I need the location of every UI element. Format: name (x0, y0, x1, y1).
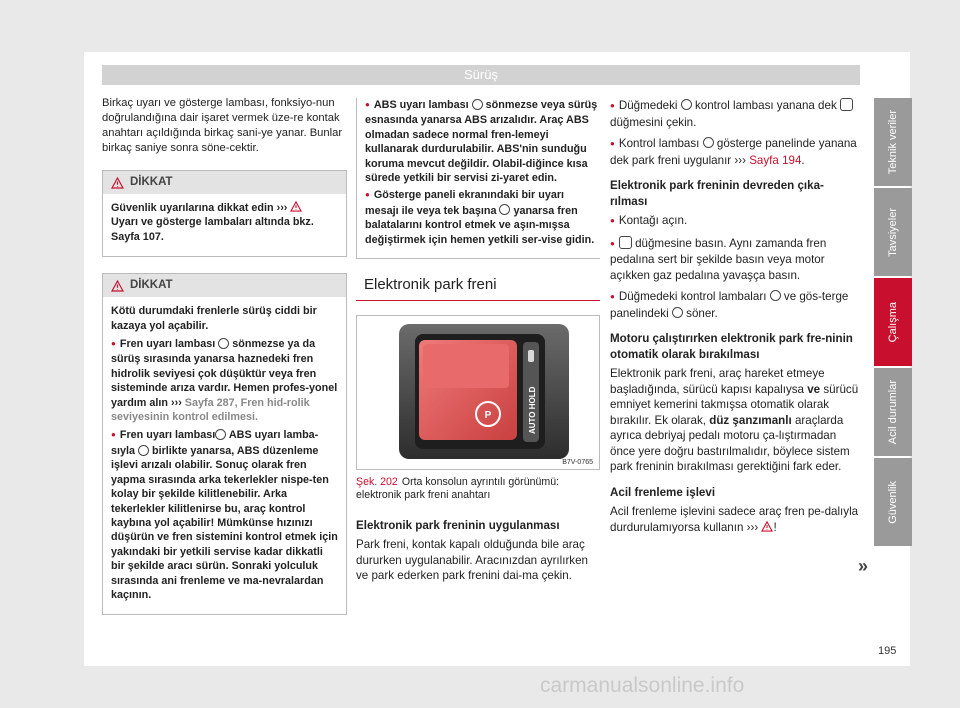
section-title: Elektronik park freni (356, 277, 600, 301)
tab-guvenlik[interactable] (874, 458, 912, 546)
tab-label: Çalışma (887, 301, 899, 343)
warning-body (103, 297, 346, 614)
bullet-text: Düğmedeki kontrol lambaları (618, 290, 767, 303)
bullet-text: Kontrol lambası (618, 137, 700, 150)
column-3 (610, 98, 860, 541)
bullet-text: ve gös-terge panelindeki (610, 290, 849, 320)
warning-triangle-icon (290, 201, 302, 212)
warning-header (103, 274, 346, 297)
subheading-release: Elektronik park freninin devreden çıka-rılması (610, 179, 824, 208)
column-1 (102, 96, 347, 631)
warning-triangle-icon (111, 280, 124, 292)
subheading-emergency: Acil frenleme işlevi (610, 485, 716, 499)
bullet-text: yanarsa fren balatalarını kontrol etmek ve aşın-mışsa değiştirmek için hemen yetkili ser-vise gidin. (365, 204, 595, 246)
svg-text:P: P (484, 410, 492, 422)
warning-title: DİKKAT (130, 176, 173, 188)
auto-hold-label: AUTO HOLD (528, 386, 537, 435)
auto-release-text (610, 366, 860, 475)
warning-continuation (356, 98, 600, 259)
bold-text: düz şanzımanlı (709, 413, 792, 427)
watermark: carmanualsonline.info (540, 674, 745, 697)
bullet-text: ABS uyarı lambası (373, 99, 469, 111)
bullet-text: düğmesine basın. Aynı zamanda fren pedalına sert bir şekilde basın veya motor açıkken gaz pedalına yavaşça basın. (610, 236, 827, 282)
intro-text: Birkaç uyarı ve gösterge lambası, fonksiyo-nun doğrulandığına dair işaret vermek üze-re kontak anahtarı açıldığında birkaç sani-ye yanar. Bunlar birkaç saniye sonra söne-cektir. (102, 97, 343, 154)
brake-lamp-icon (703, 137, 714, 148)
tab-tavsiyeler[interactable] (874, 188, 912, 276)
abs-warning-icon (138, 445, 149, 456)
bullet-text: birlikte yanarsa, ABS düzenleme işlevi arızalı olabilir. Sonuç olarak fren yapma sırasında arka tekerlekler nispe-ten kolay bir şekilde kilitlenebilir. Arka tekerlekler kilitlenirse bu, araç kontrol kaybına yol açabilir! Mümkünse hızınızı düşürün ve fren sistemini kontrol etmek için yakındaki bir yetkili servise kadar dikkatli bir şekilde aracı sürün. Sonraki yolculuk sırasında ani frenleme ve ma-nevralardan kaçının. (111, 444, 338, 601)
bullet-text: kontrol lambası yanana dek (694, 99, 837, 112)
brake-lamp-icon (672, 307, 683, 318)
step-bullet: ● Kontrol lambası gösterge panelinde yanana dek park freni uygulanır ››› Sayfa 194. (610, 136, 860, 168)
warning-text: Güvenlik uyarılarına dikkat edin ››› (111, 202, 288, 214)
figure-parking-brake (356, 315, 600, 470)
emergency-text: Acil frenleme işlevini sadece araç fren pe-dalıyla durdurulamıyorsa kullanın ››› ! (610, 505, 859, 534)
brake-lamp-icon (770, 290, 781, 301)
bullet-text: sönmezse ya da sürüş sırasında yanarsa haznedeki fren hidrolik seviyesi çok düşüktür veya fren sisteminde arıza vardır. Hemen profes-yonel yardım alın ››› (111, 338, 338, 409)
body-text: araçlarda ayrıca debriyaj pedalı motoru ça-lıştırmadan önce yere doğru bastırılmalıdır, böylece sistem park freninin bırakılması gerektiğini fark eder. (610, 413, 850, 473)
step-bullet (610, 98, 860, 130)
warning-triangle-icon (111, 177, 124, 189)
brake-warning-icon (218, 338, 229, 349)
warning-bullet (111, 337, 338, 424)
tab-teknik-veriler[interactable] (874, 98, 912, 186)
figure-caption (356, 476, 600, 502)
column-2 (356, 98, 600, 590)
chapter-tabs (874, 98, 912, 548)
body-text: Acil frenleme işlevini sadece araç fren pe-dalıyla durdurulamıyorsa kullanın ››› (610, 505, 859, 534)
warning-box-2 (102, 273, 347, 615)
bullet-text: ABS uyarı lamba-sıyla (111, 429, 319, 457)
page-link[interactable]: Sayfa 287, Fren hid-rolik seviyesinin kontrol edilmesi. (111, 396, 310, 424)
tab-acil-durumlar[interactable] (874, 368, 912, 456)
bullet-text: düğmesini çekin. (610, 115, 697, 129)
warning-box-1 (102, 170, 347, 257)
caption-text: Orta konsolun ayrıntılı görünümü: elektronik park freni anahtarı (356, 476, 560, 502)
warning-bullet (365, 188, 600, 247)
tab-label: Güvenlik (887, 480, 899, 524)
page-link[interactable]: Sayfa 194 (749, 153, 802, 167)
subheading-auto-release: Motoru çalıştırırken elektronik park fre-ninin otomatik olarak bırakılması (610, 332, 853, 361)
warning-body (103, 194, 346, 256)
warning-text-ref: Uyarı ve gösterge lambaları altında bkz. Sayfa 107. (111, 216, 314, 243)
warning-lead: Kötü durumdaki frenlerle sürüş ciddi bir kazaya yol açabilir. (111, 305, 317, 332)
parking-button-icon (840, 98, 853, 111)
bold-text: ve (807, 382, 821, 396)
tab-calisma[interactable] (874, 278, 912, 366)
bullet-text: söner. (686, 306, 718, 320)
brake-lamp-icon (681, 99, 692, 110)
page-number: 195 (878, 645, 897, 657)
body-text: Elektronik park freni, araç hareket etmeye başladığında, sürücü kapısı kapalıysa (610, 367, 825, 396)
page-header: Sürüş (102, 65, 860, 85)
body-text: sürücü emniyet kemerini takmışsa otomatik olarak bırakılır. Ek olarak, (610, 382, 859, 427)
bullet-text: Fren uyarı lambası (119, 338, 216, 351)
parking-brake-illustration (357, 316, 599, 469)
warning-title: DİKKAT (130, 279, 173, 292)
step-bullet (610, 213, 860, 230)
brake-pad-icon (499, 204, 510, 215)
bullet-text: Fren uyarı lambası (119, 429, 216, 442)
abs-warning-icon (472, 99, 483, 110)
parking-button-icon (619, 236, 632, 249)
figure-code: B7V-0765 (562, 459, 593, 467)
figure-number: Şek. 202 (356, 476, 398, 489)
apply-text: Park freni, kontak kapalı olduğunda bile araç dururken uygulanabilir. Aracınızdan ayrılırken ve park ederken park frenini dai-ma çekin. (356, 538, 589, 583)
tab-label: Tavsiyeler (887, 207, 899, 257)
step-bullet (610, 236, 860, 284)
warning-triangle-icon (761, 521, 773, 532)
bullet-text: sönmezse veya sürüş esnasında yanarsa ABS arızalıdır. Araç ABS olmadan sadece normal fren-lemeyi kullanarak durdurulabilir. ABS'nin sunduğu koruma mevcut değildir. Olabil-diğince kısa sürede yetkili bir servisi zi-yaret edin. (365, 99, 598, 185)
bullet-text: Kontağı açın. (618, 214, 688, 227)
bullet-text: Düğmedeki (618, 99, 678, 112)
next-page-marker[interactable]: » (858, 556, 869, 576)
warning-bullet (111, 428, 338, 602)
brake-warning-icon (215, 429, 226, 440)
subheading-apply: Elektronik park freninin uygulanması (356, 519, 560, 533)
warning-bullet (365, 98, 600, 185)
bullet-text: Gösterge paneli ekranındaki bir uyarı mesajı ile veya tek başına (365, 189, 565, 217)
tab-label: Acil durumlar (887, 379, 899, 445)
warning-header (103, 171, 346, 194)
tab-label: Teknik veriler (887, 109, 899, 175)
step-bullet (610, 289, 860, 321)
bullet-text: gösterge panelinde yanana dek park freni uygulanır ››› (610, 137, 857, 167)
